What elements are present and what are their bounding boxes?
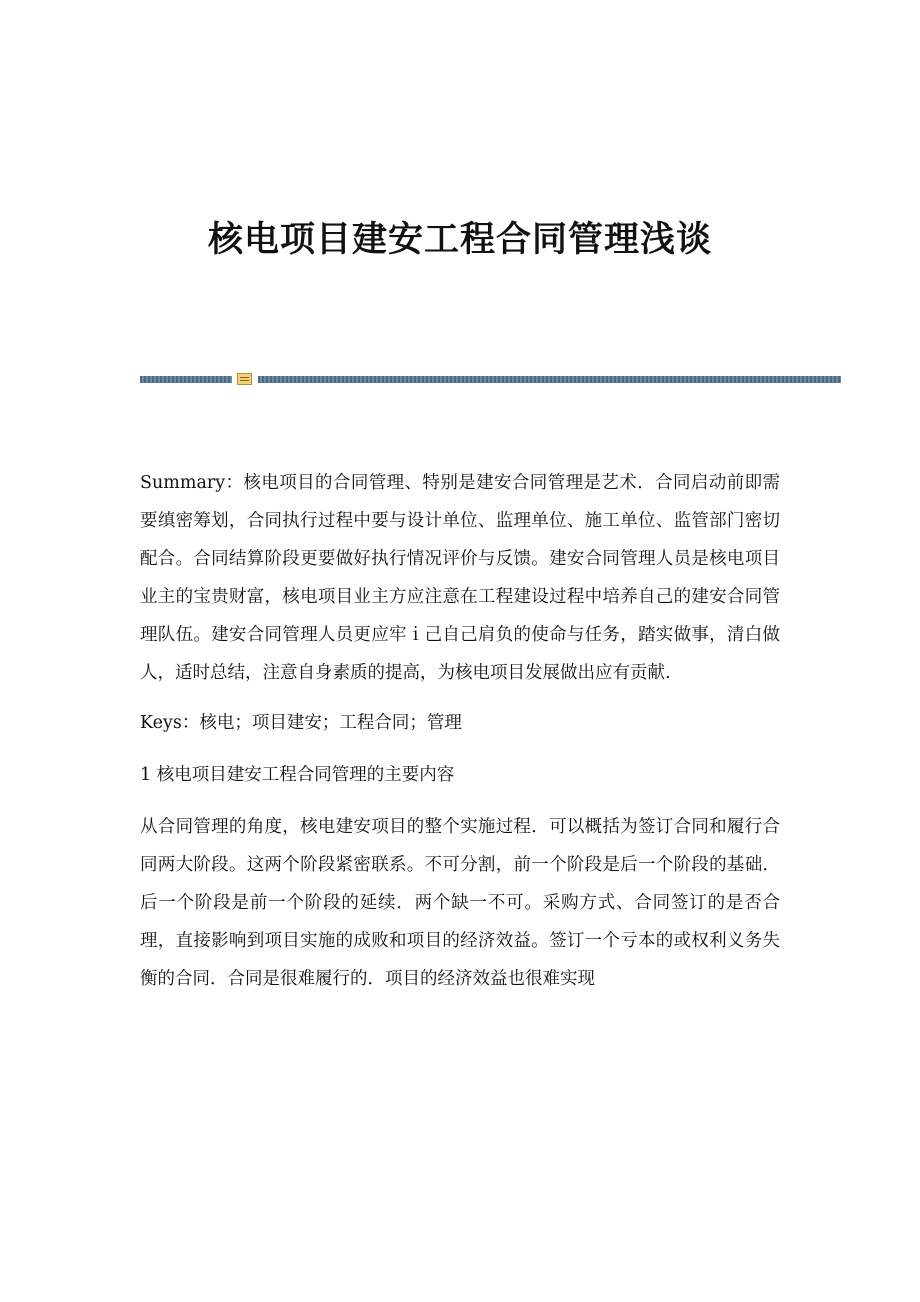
divider-bar-left (140, 376, 232, 383)
divider-emblem-icon (237, 373, 252, 385)
document-title: 核电项目建安工程合同管理浅谈 (207, 220, 712, 260)
divider-bar-right (258, 376, 841, 383)
section-heading: 1 核电项目建安工程合同管理的主要内容 (140, 765, 455, 785)
keywords-line: Keys：核电；项目建安；工程合同；管理 (140, 713, 462, 733)
summary-paragraph: Summary：核电项目的合同管理、特别是建安合同管理是艺术．合同启动前即需要缜密筹划，合同执行过程中要与设计单位、监理单位、施工单位、监管部门密切配合。合同结算阶段更要做好执行情况评价与反馈。建安合同管理人员是核电项目业主的宝贵财富，核电项目业主方应注意在工程建设过程中培养自己的建安合同管理队伍。建安合同管理人员更应牢ｉ己自己肩负的使命与任务，踏实做事，清白做人，适时总结，注意自身素质的提高，为核电项目发展做出应有贡献. (140, 473, 780, 683)
body-paragraph: 从合同管理的角度，核电建安项目的整个实施过程．可以概括为签订合同和履行合同两大阶段。这两个阶段紧密联系。不可分割，前一个阶段是后一个阶段的基础．后一个阶段是前一个阶段的延续．两个缺一不可。采购方式、合同签订的是否合理，直接影响到项目实施的成败和项目的经济效益。签订一个亏本的或权利义务失衡的合同．合同是很难履行的．项目的经济效益也很难实现 (140, 817, 780, 989)
document-body (140, 464, 780, 1010)
title-divider (140, 373, 841, 385)
